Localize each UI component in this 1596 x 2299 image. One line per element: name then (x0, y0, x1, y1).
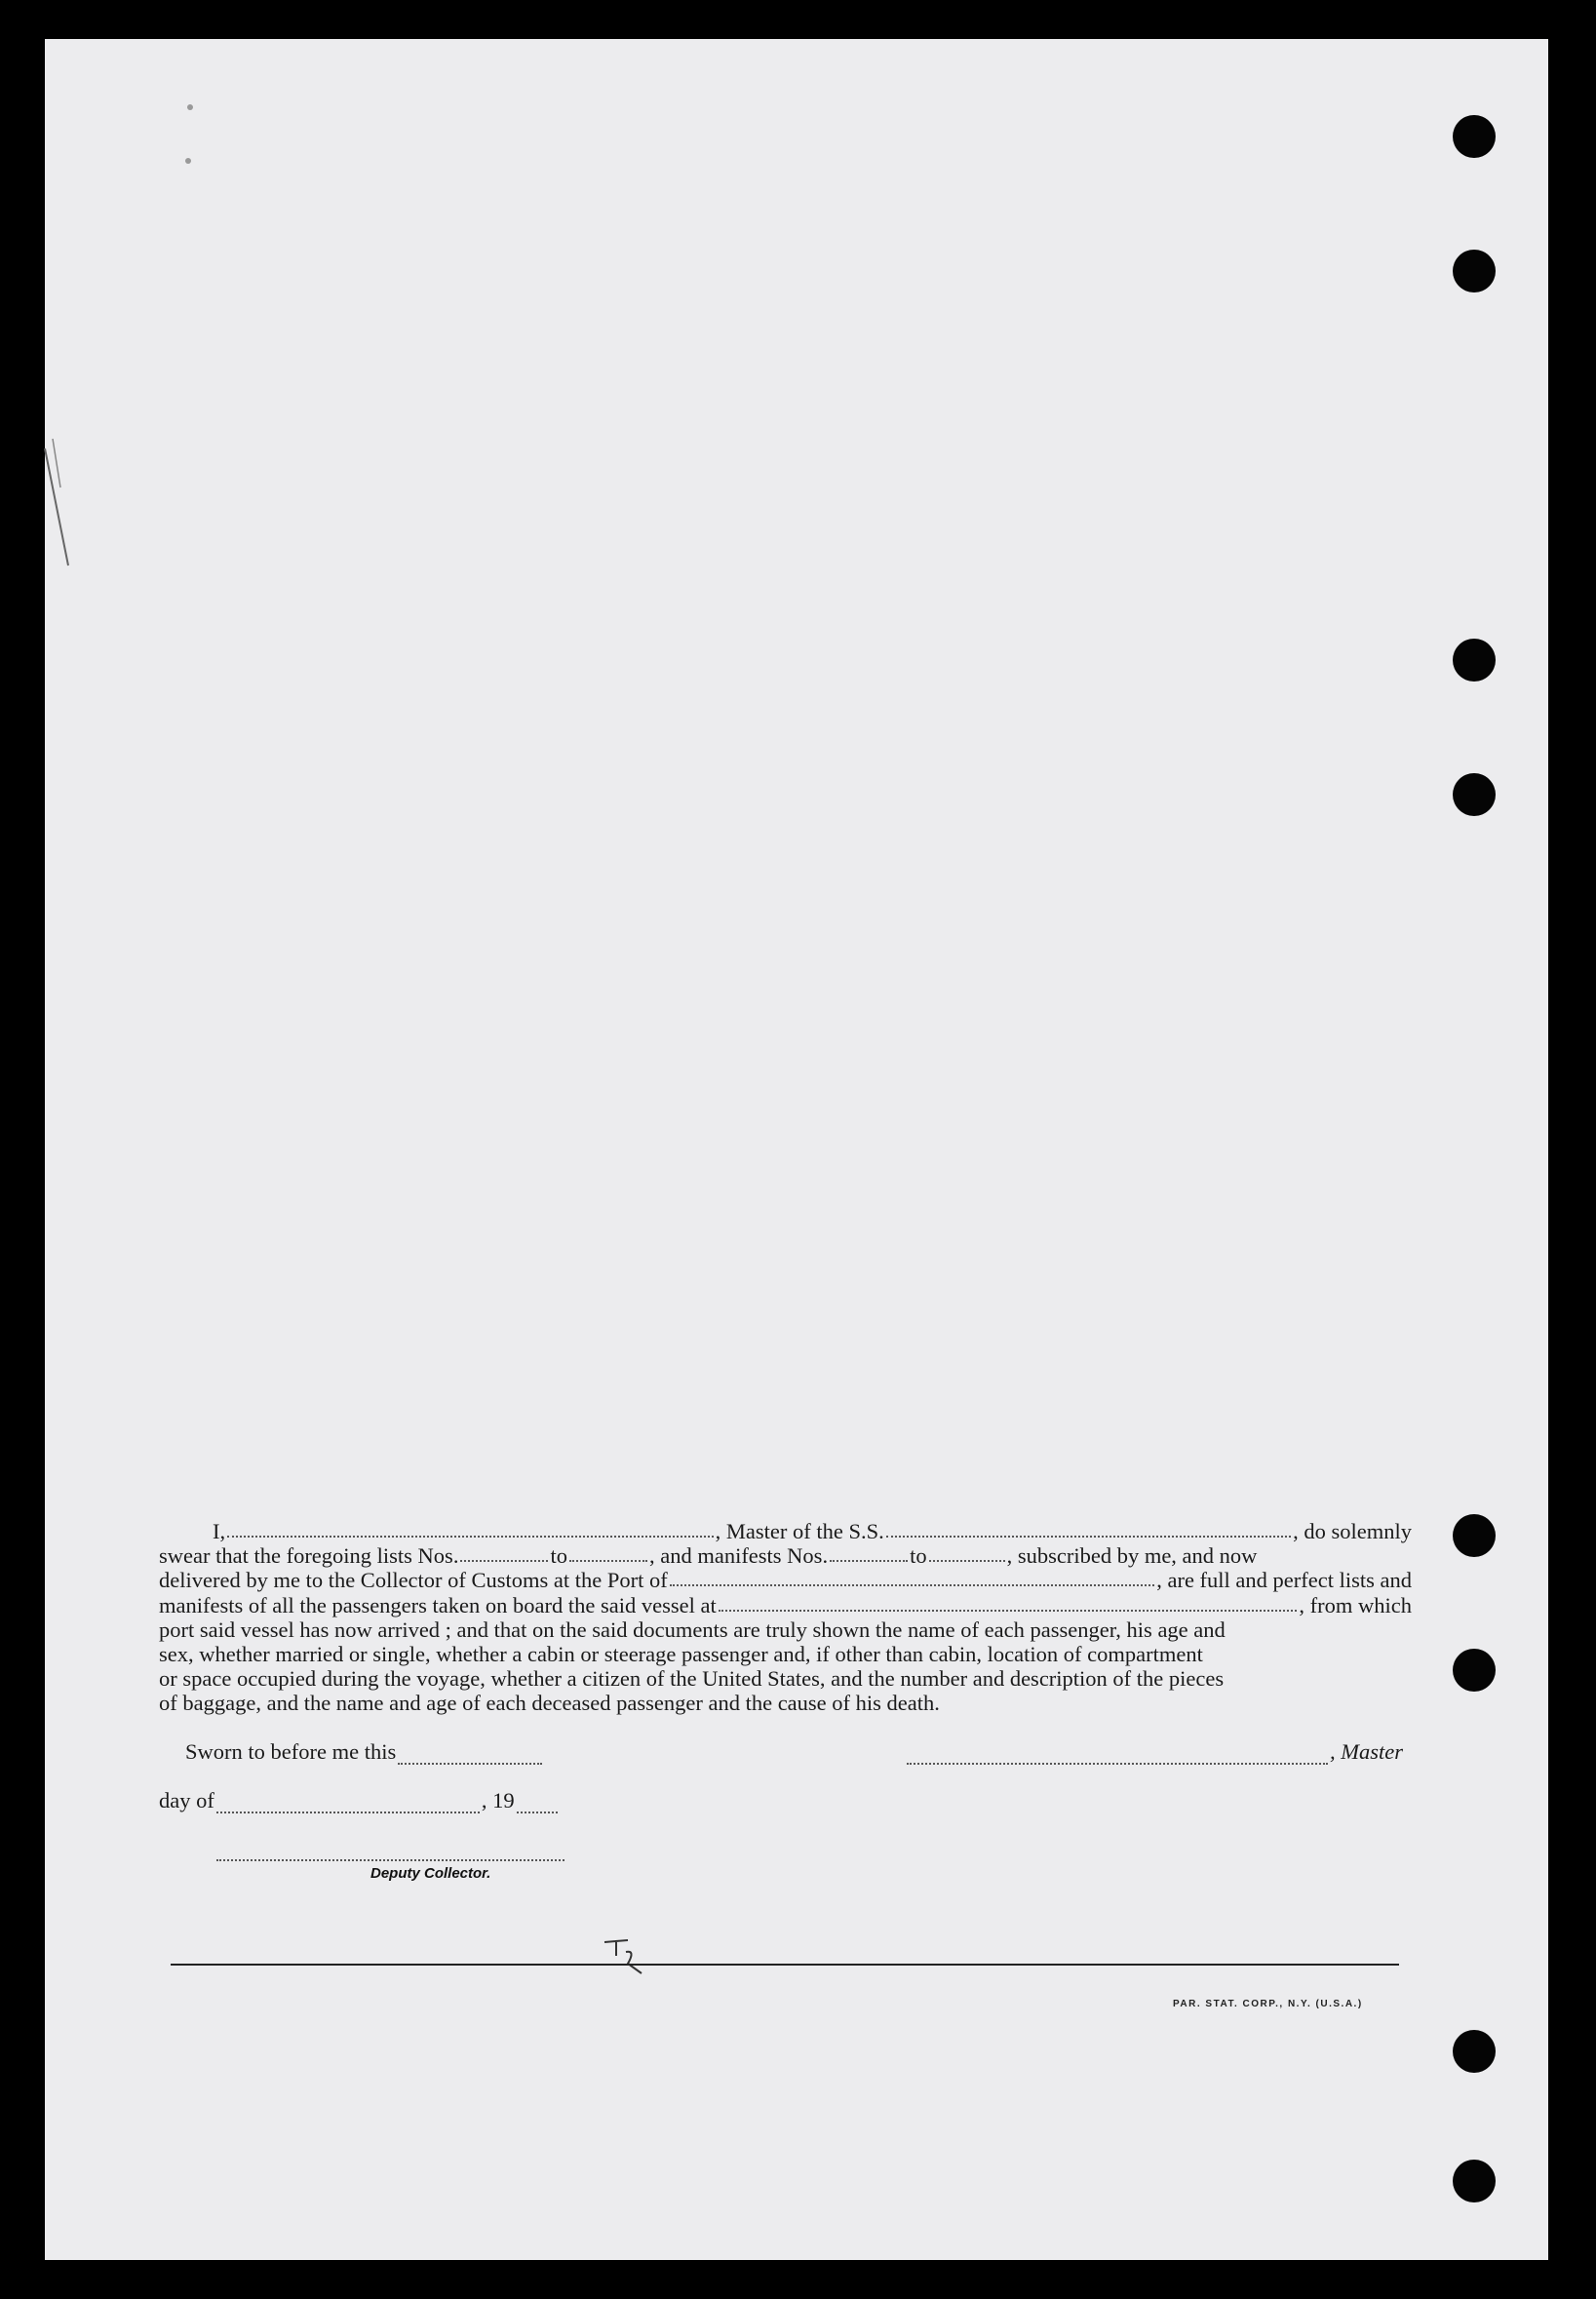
pencil-mark (597, 1930, 675, 1979)
oath-text: , Master of the S.S. (715, 1519, 884, 1543)
oath-text: , subscribed by me, and now (1006, 1543, 1258, 1569)
sworn-date-blank (398, 1746, 542, 1765)
margin-scribble (39, 429, 78, 575)
departure-port-blank (719, 1593, 1298, 1612)
oath-line-6 (159, 1642, 1412, 1666)
punch-hole (1453, 1649, 1496, 1692)
day-of-label: day of (159, 1788, 214, 1812)
oath-text: , from which (1299, 1592, 1412, 1617)
master-name-blank (227, 1519, 713, 1538)
oath-text: , are full and perfect lists and (1156, 1568, 1412, 1593)
port-blank (670, 1568, 1154, 1586)
sworn-row (185, 1739, 544, 1765)
year-label: , 19 (481, 1788, 515, 1812)
master-label: , Master (1330, 1739, 1403, 1764)
oath-text: port said vessel has now arrived ; and that on the said documents are truly shown the name of each passenger, his age and (159, 1617, 1226, 1642)
manifest-to-blank (929, 1543, 1005, 1562)
oath-line-3 (159, 1568, 1412, 1592)
printer-imprint: PAR. STAT. CORP., N.Y. (U.S.A.) (1173, 1999, 1363, 2009)
oath-text: delivered by me to the Collector of Customs at the Port of (159, 1568, 668, 1593)
bottom-rule (171, 1964, 1399, 1966)
oath-text: or space occupied during the voyage, whether a citizen of the United States, and the number and description of the pieces (159, 1666, 1225, 1692)
sworn-label: Sworn to before me this (185, 1739, 397, 1764)
oath-text: to (550, 1543, 567, 1569)
oath-line-4 (159, 1593, 1412, 1617)
deputy-collector-label: Deputy Collector. (370, 1865, 491, 1882)
oath-line-5 (159, 1617, 1412, 1642)
oath-text: , and manifests Nos. (648, 1543, 829, 1569)
document-page (45, 39, 1548, 2260)
punch-hole (1453, 1514, 1496, 1557)
day-of-row (159, 1788, 560, 1813)
oath-text: of baggage, and the name and age of each deceased passenger and the cause of his death. (159, 1691, 940, 1716)
master-oath-paragraph (159, 1519, 1412, 1716)
list-from-blank (460, 1543, 548, 1562)
oath-text: I, (213, 1519, 226, 1543)
oath-line-8 (159, 1691, 1412, 1715)
oath-text: swear that the foregoing lists Nos. (159, 1543, 459, 1569)
punch-hole (1453, 2030, 1496, 2073)
year-blank (517, 1795, 558, 1813)
punch-hole (1453, 639, 1496, 682)
master-signature-row (905, 1739, 1403, 1765)
oath-text: sex, whether married or single, whether a cabin or steerage passenger and, if other than cabin, location of compartment (159, 1641, 1203, 1666)
top-left-specks (180, 97, 200, 175)
ship-name-blank (886, 1519, 1291, 1538)
deputy-collector-signature-line (216, 1859, 564, 1861)
list-to-blank (569, 1543, 647, 1562)
oath-text: to (910, 1543, 927, 1569)
oath-text: manifests of all the passengers taken on board the said vessel at (159, 1592, 717, 1617)
punch-hole (1453, 250, 1496, 292)
punch-hole (1453, 773, 1496, 816)
punch-hole (1453, 2160, 1496, 2202)
oath-line-1 (159, 1519, 1412, 1543)
master-signature-blank (907, 1746, 1328, 1765)
manifest-from-blank (830, 1543, 908, 1562)
oath-text: , do solemnly (1293, 1519, 1412, 1543)
oath-line-2 (159, 1543, 1412, 1568)
month-blank (216, 1795, 480, 1813)
oath-line-7 (159, 1666, 1412, 1691)
punch-hole (1453, 115, 1496, 158)
